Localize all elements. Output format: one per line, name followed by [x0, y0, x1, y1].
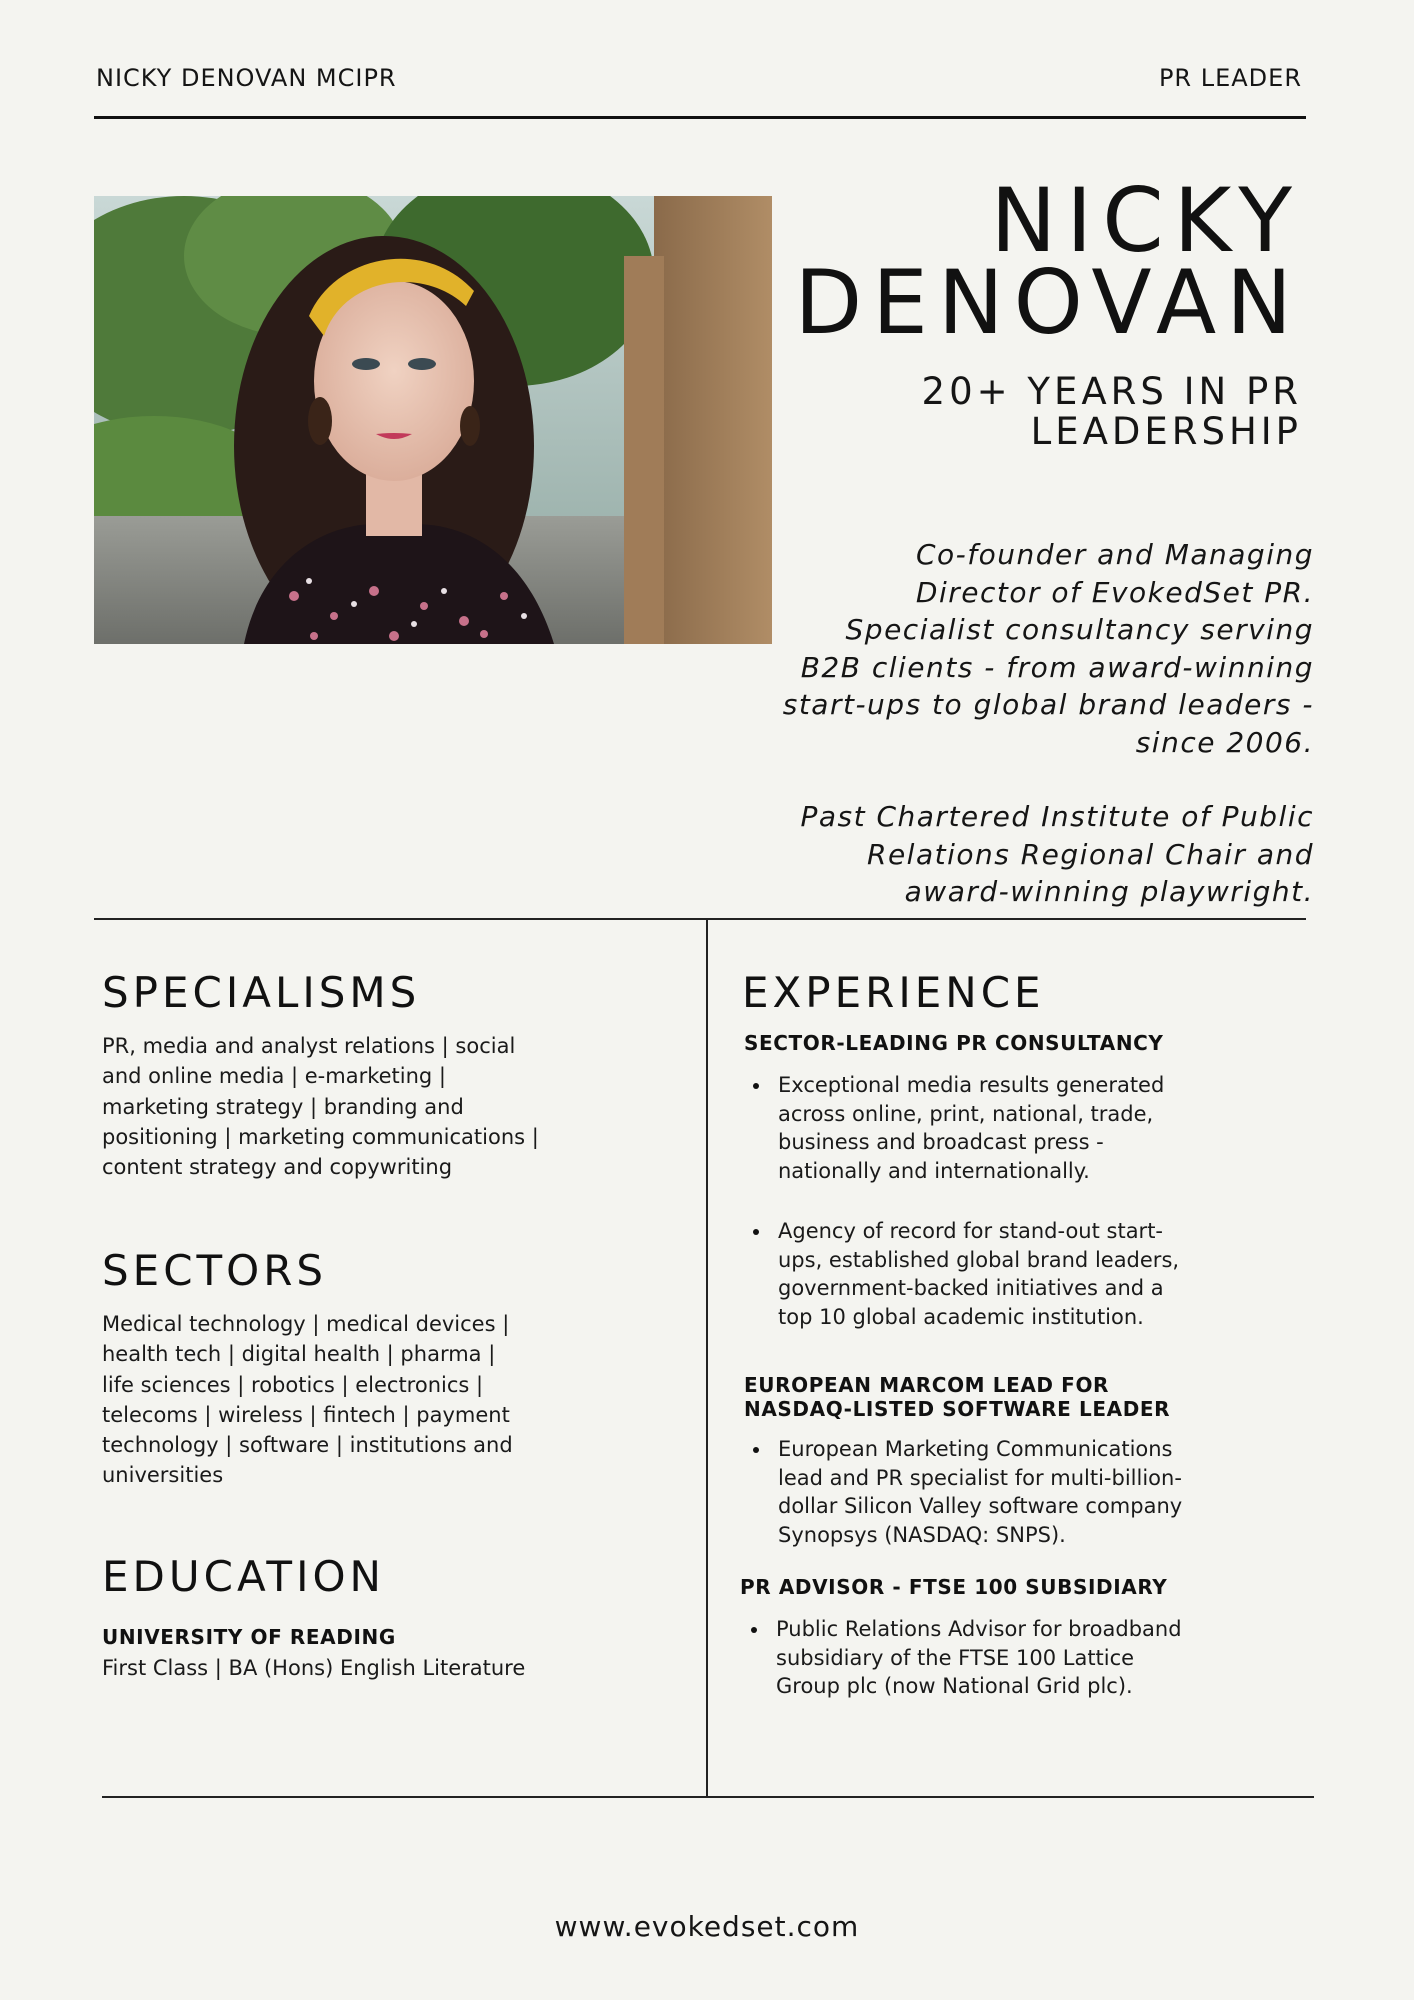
specialisms-section: [102, 968, 682, 1182]
hero-tagline: [922, 372, 1302, 452]
sectors-line: universities: [102, 1463, 224, 1488]
bullet-line: top 10 global academic institution.: [778, 1304, 1144, 1329]
column-divider: [706, 918, 708, 1796]
experience-role-bullets: [742, 1435, 1302, 1549]
hero-bio: [754, 536, 1314, 948]
bullet-line: Synopsys (NASDAQ: SNPS).: [778, 1522, 1066, 1547]
header-name: NICKY DENOVAN MCIPR: [96, 64, 397, 92]
hero-name: [794, 169, 1302, 354]
bullet-line: dollar Silicon Valley software company: [778, 1494, 1183, 1518]
hero-name-first: NICKY: [990, 169, 1302, 272]
role-title-line: EUROPEAN MARCOM LEAD FOR: [744, 1373, 1110, 1397]
portrait-photo: [94, 196, 772, 644]
specialisms-line: and online media | e-marketing |: [102, 1064, 446, 1089]
bio-paragraph-2: [754, 798, 1314, 911]
hero-tagline-line2: LEADERSHIP: [1030, 410, 1302, 453]
bullet-line: subsidiary of the FTSE 100 Lattice: [776, 1645, 1135, 1670]
experience-role-bullets: [742, 1071, 1302, 1331]
specialisms-line: content strategy and copywriting: [102, 1155, 453, 1180]
hero-name-last: DENOVAN: [794, 251, 1302, 354]
experience-section: [742, 968, 1302, 1733]
bullet-line: Group plc (now National Grid plc).: [776, 1674, 1133, 1698]
education-section: [102, 1552, 682, 1683]
bullet-line: Exceptional media results generated: [778, 1073, 1165, 1097]
bio-line: Director of EvokedSet PR.: [915, 575, 1314, 609]
bio-line: Past Chartered Institute of Public: [800, 800, 1314, 833]
bio-line: Co-founder and Managing: [915, 538, 1314, 571]
bio-paragraph-1: [754, 536, 1314, 761]
bullet-line: lead and PR specialist for multi-billion-: [778, 1465, 1182, 1490]
bullet-line: ups, established global brand leaders,: [778, 1247, 1180, 1272]
footer-website-link[interactable]: www.evokedset.com: [554, 1910, 860, 1943]
sectors-line: health tech | digital health | pharma |: [102, 1342, 496, 1367]
bullet-line: business and broadcast press -: [778, 1130, 1104, 1154]
bio-line: award-winning playwright.: [904, 875, 1314, 908]
experience-heading: EXPERIENCE: [742, 968, 1045, 1017]
specialisms-heading: SPECIALISMS: [102, 968, 421, 1017]
experience-role-title: SECTOR-LEADING PR CONSULTANCY: [744, 1031, 1164, 1055]
sectors-line: technology | software | institutions and: [102, 1433, 513, 1458]
bio-line: B2B clients - from award-winning: [800, 650, 1314, 684]
experience-role-bullets: [742, 1615, 1302, 1701]
education-degree: First Class | BA (Hons) English Literature: [102, 1656, 526, 1680]
experience-bullet: [778, 1217, 1302, 1331]
bullet-line: across online, print, national, trade,: [778, 1101, 1154, 1126]
header-divider: [94, 116, 1306, 119]
experience-role-title: PR ADVISOR - FTSE 100 SUBSIDIARY: [740, 1575, 1168, 1599]
sectors-section: [102, 1246, 682, 1491]
bullet-line: nationally and internationally.: [778, 1158, 1090, 1183]
specialisms-line: positioning | marketing communications |: [102, 1124, 539, 1149]
sectors-text: [102, 1309, 682, 1491]
sectors-line: Medical technology | medical devices |: [102, 1312, 510, 1336]
section-divider-top: [94, 918, 1306, 920]
bio-line: Specialist consultancy serving: [845, 613, 1314, 646]
bio-line: since 2006.: [1135, 725, 1314, 759]
experience-bullet: [778, 1435, 1302, 1549]
experience-bullet: [776, 1615, 1302, 1701]
experience-role-title: [744, 1373, 1302, 1421]
experience-bullet: [778, 1071, 1302, 1185]
sectors-line: life sciences | robotics | electronics |: [102, 1372, 484, 1397]
section-divider-bottom: [102, 1796, 1314, 1798]
bullet-line: government-backed initiatives and a: [778, 1276, 1164, 1300]
education-institution: UNIVERSITY OF READING: [102, 1625, 396, 1649]
bullet-line: European Marketing Communications: [778, 1437, 1173, 1461]
role-title-line: NASDAQ-LISTED SOFTWARE LEADER: [744, 1397, 1171, 1421]
specialisms-line: marketing strategy | branding and: [102, 1094, 464, 1119]
education-heading: EDUCATION: [102, 1552, 385, 1601]
bio-line: start-ups to global brand leaders -: [782, 688, 1314, 721]
bio-line: Relations Regional Chair and: [866, 837, 1314, 871]
bullet-line: Public Relations Advisor for broadband: [776, 1617, 1182, 1641]
specialisms-text: [102, 1031, 682, 1182]
hero-tagline-line1: 20+ YEARS IN PR: [921, 370, 1302, 413]
header-role: PR LEADER: [1158, 64, 1302, 92]
sectors-line: telecoms | wireless | fintech | payment: [102, 1402, 510, 1427]
sectors-heading: SECTORS: [102, 1246, 328, 1295]
specialisms-line: PR, media and analyst relations | social: [102, 1034, 516, 1058]
bullet-line: Agency of record for stand-out start-: [778, 1219, 1164, 1243]
